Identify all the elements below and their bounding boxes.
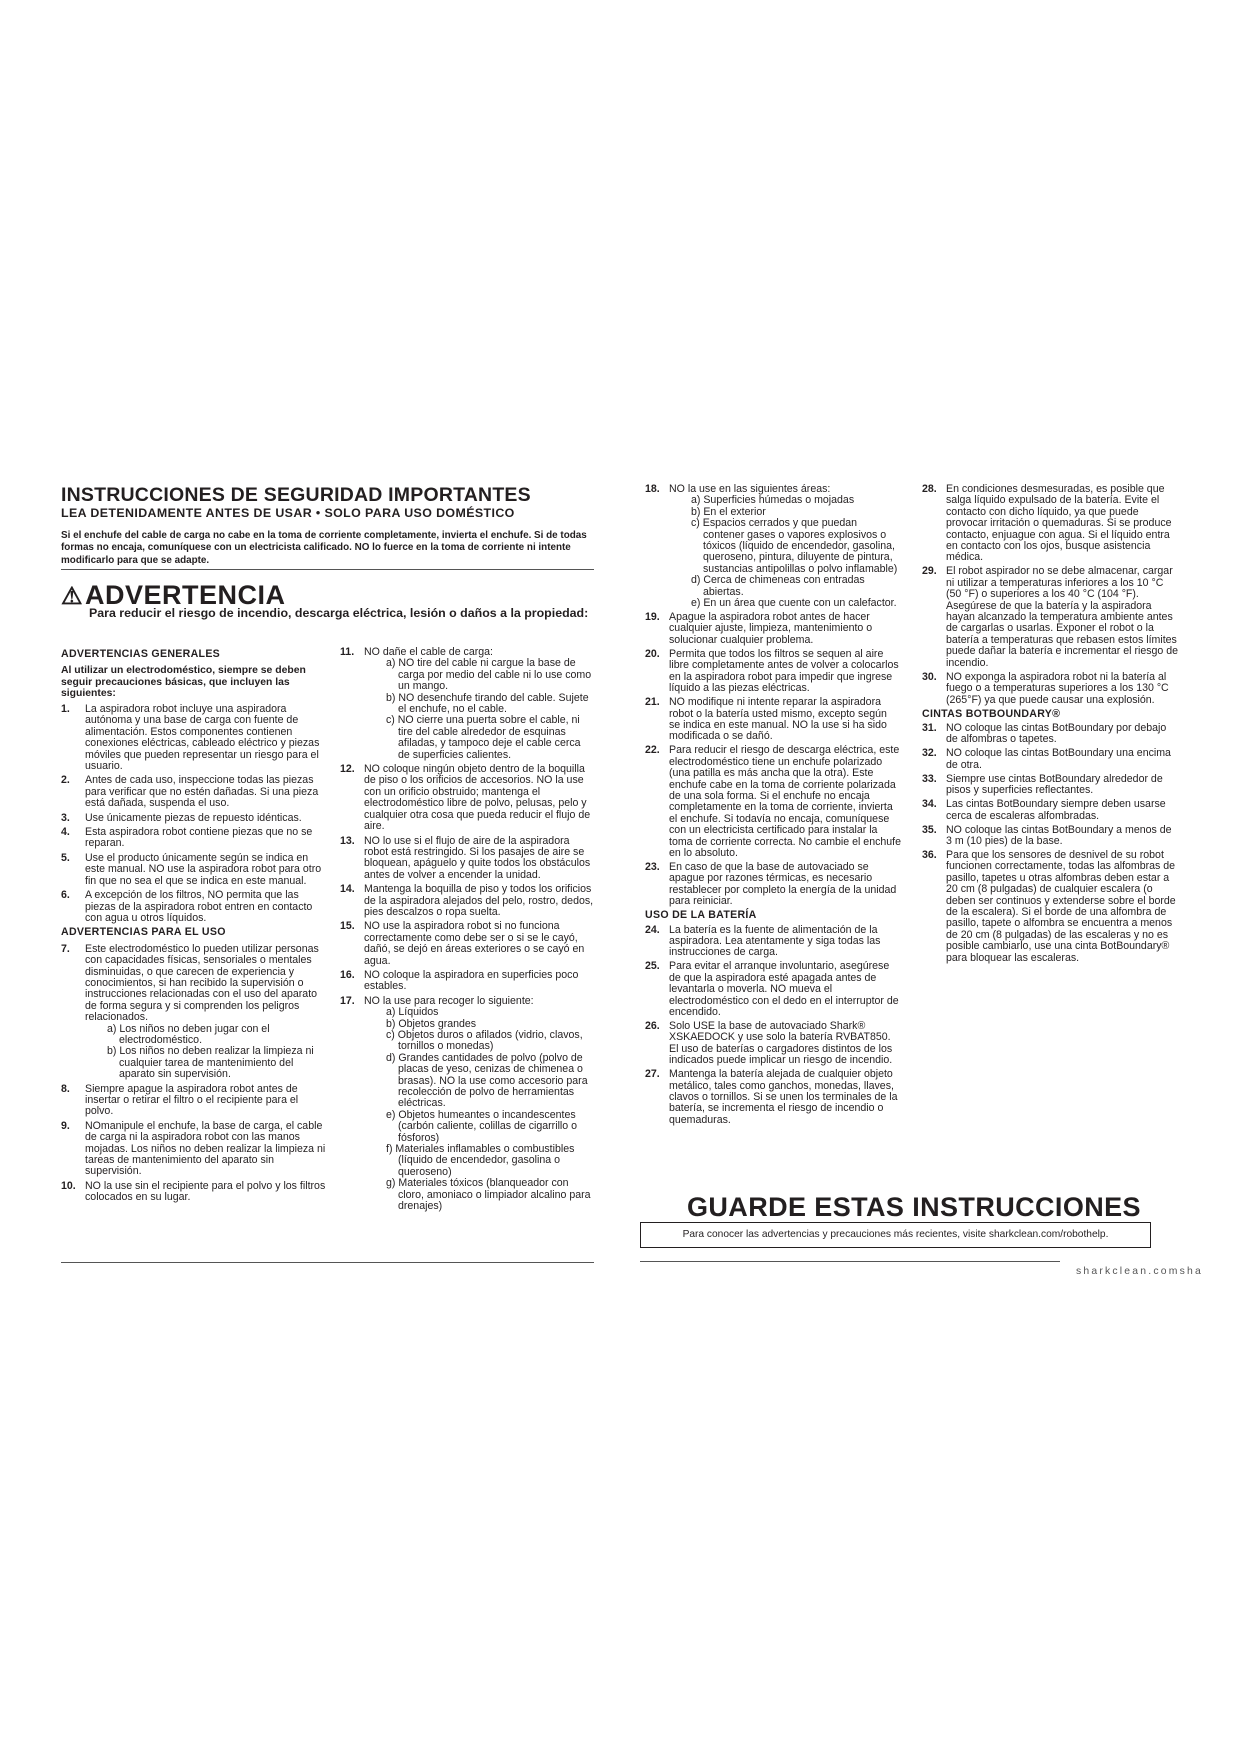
sub-item: b) En el exterior: [691, 505, 766, 518]
list-item: 35. NO coloque las cintas BotBoundary a menos de 3 m (10 pies) de la base.: [922, 823, 1172, 847]
sub-item: f) Materiales inflamables o combustibles (líquido de encendedor, gasolina o queroseno): [386, 1143, 575, 1178]
list-item: 27. Mantenga la batería alejada de cualquier objeto metálico, tales como ganchos, monedas, llaves, clavos o tornillos. Si se unen los terminales de la batería, se incrementa el riesgo de incendio o quemaduras.: [645, 1068, 898, 1126]
list-item: 3. Use únicamente piezas de repuesto idénticas.: [61, 811, 302, 824]
list-item: 36. Para que los sensores de desnivel de su robot funcionen correctamente, todas las alfombras de pasillo, tapetes u otras alfombras deben estar a 20 cm (8 pulgadas) de cualquier escalera (o deben ser continuos y extenderse sobre el borde de la escalera). Si el borde de una alfombra de pasillo, tapete o alfombra se encuentra a menos de 20 cm (8 pulgadas) de las escaleras y no es posible cambiarlo, use una cinta BotBoundary® para bloquear las escaleras.: [922, 848, 1176, 964]
column-4: [922, 484, 1180, 967]
list-item: 7. Este electrodoméstico lo pueden utilizar personas con capacidades físicas, sensoriales o mentales disminuidas, o que carecen de experiencia y conocimientos, si han recibido la supervisión o instrucciones relacionadas con el uso del aparato de forma segura y si comprenden los peligros relacionados. a) Los niños no deben jugar con el electrodoméstico. b) Los niños no deben realizar la limpieza ni cualquier tarea de mantenimiento del aparato sin supervisión.: [61, 942, 319, 1081]
list-item: 25. Para evitar el arranque involuntario, asegúrese de que la aspiradora esté apagada antes de levantarla o moverla. NO mueva el electrodoméstico con el dedo en el interruptor de encendido.: [645, 960, 899, 1019]
list-item: 30. NO exponga la aspiradora robot ni la batería al fuego o a temperaturas superiores a los 130 °C (265°F) ya que puede causar una explosión.: [922, 670, 1169, 706]
save-instructions-title: GUARDE ESTAS INSTRUCCIONES: [687, 1192, 1141, 1222]
header-block: [61, 484, 594, 567]
list-item: 14. Mantenga la boquilla de piso y todos los orificios de la aspiradora alejados del pelo, rostro, dedos, pies descalzos o ropa suelta.: [340, 883, 594, 918]
page-subtitle: LEA DETENIDAMENTE ANTES DE USAR • SOLO PARA USO DOMÉSTICO: [61, 506, 515, 520]
sub-item: e) Objetos humeantes o incandescentes (carbón caliente, colillas de cigarrillo o fósforos): [386, 1108, 578, 1144]
list-item: 9. NOmanipule el enchufe, la base de carga, el cable de carga ni la aspiradora robot con las manos mojadas. Los niños no deben realizar la limpieza ni tareas de mantenimiento del aparato sin supervisión.: [61, 1119, 326, 1178]
section-heading-general: ADVERTENCIAS GENERALES: [61, 648, 221, 660]
sub-item: a) Superficies húmedas o mojadas: [691, 494, 855, 507]
save-instructions-note: Para conocer las advertencias y precauciones más recientes, visite sharkclean.com/robothelp.: [640, 1222, 1151, 1248]
warning-triangle-icon: ⚠: [61, 583, 84, 610]
section-heading-battery: USO DE LA BATERÍA: [645, 909, 757, 922]
list-item: 15. NO use la aspiradora robot si no funciona correctamente como debe ser o si se le cayó, dañó, se dejó en áreas exteriores o se cayó en agua.: [340, 920, 585, 967]
list-item: 17. NO la use para recoger lo siguiente: a) Líquidos b) Objetos grandes c) Objetos duros o afilados (vidrio, clavos, tornillos o monedas) d) Grandes cantidades de polvo (polvo de placas de yeso, cenizas de chimenea o brasas). NO la use como accesorio para recolección de polvo de herramientas eléctricas. e) Objetos humeantes o incandescentes (carbón caliente, colillas de cigarrillo o fósforos) f) Materiales inflamables o combustibles (líquido de encendedor, gasolina o queroseno) g) Materiales tóxicos (blanqueador con cloro, amoniaco o limpiador alcalino para drenajes): [340, 996, 595, 1213]
list-item: 28. En condiciones desmesuradas, es posible que salga líquido expulsado de la batería. Evite el contacto con dicho líquido, ya que puede provocar irritación o quemaduras. Si se produce contacto, enjuague con agua. Si el líquido entra en contacto con los ojos, busque asistencia médica.: [922, 483, 1172, 564]
column-3: [645, 484, 901, 1129]
sub-item: d) Grandes cantidades de polvo (polvo de placas de yeso, cenizas de chimenea o brasas). NO la use como accesorio para recolección de polvo de herramientas eléctricas.: [386, 1051, 588, 1110]
list-item: 16. NO coloque la aspiradora en superficies poco estables.: [340, 968, 579, 993]
divider: [61, 1262, 594, 1263]
list-item: 26. Solo USE la base de autovaciado Shark® XSKAEDOCK y use solo la batería RVBAT850. El uso de baterías o cargadores distintos de los indicados puede implicar un riesgo de incendio.: [645, 1020, 893, 1067]
sub-item: g) Materiales tóxicos (blanqueador con cloro, amoniaco o limpiador alcalino para drenajes): [386, 1177, 591, 1213]
list-item: 29. El robot aspirador no se debe almacenar, cargar ni utilizar a temperaturas inferiores a los 10 °C (50 °F) o superiores a los 40 °C (104 °F). Asegúrese de que la batería y la aspiradora hayan alcanzado la temperatura ambiente antes de cargarlas o usarlas. Exponer el robot o la batería a temperaturas que rebasen estos límites puede dañar la batería e incrementar el riesgo de incendio.: [922, 565, 1179, 669]
column-general: [61, 647, 326, 1207]
list-item: 21. NO modifique ni intente reparar la aspiradora robot o la batería usted mismo, excepto según se indica en este manual. NO la use si ha sido modificada o se dañó.: [645, 696, 887, 743]
section-heading-botboundary: CINTAS BOTBOUNDARY®: [922, 707, 1061, 720]
sub-item: b) Objetos grandes: [386, 1017, 477, 1030]
sub-item: e) En un área que cuente con un calefactor.: [691, 597, 897, 610]
list-item: 33. Siempre use cintas BotBoundary alrededor de pisos y superficies reflectantes.: [922, 772, 1163, 797]
intro-text: Si el enchufe del cable de carga no cabe en la toma de corriente completamente, invierta el enchufe. Si de todas formas no encaja, comuníquese con un electricista calificado. NO lo fuerce en la toma de corriente ni intente modificarlo para que se adapte.: [61, 530, 587, 566]
sub-item: c) Objetos duros o afilados (vidrio, clavos, tornillos o monedas): [386, 1029, 583, 1053]
list-item: 12. NO coloque ningún objeto dentro de la boquilla de piso o los orificios de accesorios. NO la use con un orificio obstruido; mantenga el electrodoméstico libre de polvo, pelusas, pelo y cualquier otra cosa que pueda reducir el flujo de aire.: [340, 763, 591, 833]
sub-item: c) Espacios cerrados y que puedan contener gases o vapores explosivos o tóxicos (líquido de encendedor, gasolina, queroseno, pintura, diluyente de pintura, sustancias antipolillas o polvo inflamable): [691, 517, 898, 575]
list-item: 6. A excepción de los filtros, NO permita que las piezas de la aspiradora robot entren en contacto con agua u otros líquidos.: [61, 889, 313, 924]
list-item: 19. Apague la aspiradora robot antes de hacer cualquier ajuste, limpieza, mantenimiento o solucionar cualquier problema.: [645, 611, 873, 646]
column-2: [340, 647, 595, 1216]
list-item: 32. NO coloque las cintas BotBoundary una encima de otra.: [922, 747, 1171, 771]
divider: [61, 569, 594, 570]
general-lead: Al utilizar un electrodoméstico, siempre se deben seguir precauciones básicas, que incluyen las siguientes:: [61, 665, 306, 699]
warning-subtitle: Para reducir el riesgo de incendio, descarga eléctrica, lesión o daños a la propiedad:: [89, 606, 589, 620]
section-heading-use: ADVERTENCIAS PARA EL USO: [61, 926, 226, 939]
list-item: 18. NO la use en las siguientes áreas: a) Superficies húmedas o mojadas b) En el exterior c) Espacios cerrados y que puedan contener gases o vapores explosivos o tóxicos (líquido de encendedor, gasolina, queroseno, pintura, diluyente de pintura, sustancias antipolillas o polvo inflamable) d) Cerca de chimeneas con entradas abiertas. e) En un área que cuente con un calefactor.: [645, 484, 901, 609]
list-item: 20. Permita que todos los filtros se sequen al aire libre completamente antes de volver a colocarlos en la aspiradora robot para impedir que ingrese líquido a las piezas eléctricas.: [645, 647, 899, 695]
sub-item: d) Cerca de chimeneas con entradas abiertas.: [691, 574, 865, 598]
divider: [640, 1261, 1060, 1262]
list-item: 8. Siempre apague la aspiradora robot antes de insertar o retirar el filtro o el recipiente para el polvo.: [61, 1082, 299, 1118]
list-item: 11. NO dañe el cable de carga: a) NO tire del cable ni cargue la base de carga por medio del cable ni lo use como un mango. b) NO desenchufe tirando del cable. Sujete el enchufe, no el cable. c) NO cierre una puerta sobre el cable, ni tire del cable alrededor de esquinas afiladas, y tampoco deje el cable cerca de superficies calientes.: [340, 646, 592, 761]
list-item: 1. La aspiradora robot incluye una aspiradora autónoma y una base de carga con fuente de alimentación. Estos componentes contienen conexiones eléctricas, cableado eléctrico y piezas móviles que pueden representar un riesgo para el usuario.: [61, 703, 320, 773]
list-item: 13. NO lo use si el flujo de aire de la aspiradora robot está restringido. Si los pasajes de aire se bloquean, apáguelo y quite todos los obstáculos antes de volver a encender la unidad.: [340, 834, 591, 881]
list-item: 23. En caso de que la base de autovaciado se apague por razones térmicas, es necesario restablecer por completo la energía de la unidad para reiniciar.: [645, 860, 897, 908]
list-item: 4. Esta aspiradora robot contiene piezas que no se reparan.: [61, 826, 313, 850]
list-item: 24. La batería es la fuente de alimentación de la aspiradora. Lea atentamente y siga todas las instrucciones de carga.: [645, 923, 881, 959]
list-item: 22. Para reducir el riesgo de descarga eléctrica, este electrodoméstico tiene un enchufe polarizado (una patilla es más ancha que la otra). Este enchufe cabe en la toma de corriente polarizada de una sola forma. Si el enchufe no encaja completamente en la toma de corriente, invierta el enchufe. Si todavía no encaja, comuníquese con un electricista certificado para instalar la toma de corriente correcta. No cambie el enchufe en lo absoluto.: [645, 744, 902, 859]
list-item: 10. NO la use sin el recipiente para el polvo y los filtros colocados en su lugar.: [61, 1179, 326, 1204]
list-item: 34. Las cintas BotBoundary siempre deben usarse cerca de escaleras alfombradas.: [922, 798, 1166, 822]
list-item: 2. Antes de cada uso, inspeccione todas las piezas para verificar que no estén dañadas. Si una pieza está dañada, suspenda el uso.: [61, 774, 319, 810]
list-item: 31. NO coloque las cintas BotBoundary por debajo de alfombras o tapetes.: [922, 721, 1167, 746]
page-title: INSTRUCCIONES DE SEGURIDAD IMPORTANTES: [61, 484, 531, 506]
list-item: 5. Use el producto únicamente según se indica en este manual. NO use la aspiradora robot para otro fin que no sea el que se indica en este manual.: [61, 851, 322, 887]
warning-title: ⚠ADVERTENCIA: [61, 580, 286, 610]
footer-url: sharkclean.comsha: [1076, 1266, 1203, 1277]
sub-item: a) Líquidos: [386, 1006, 439, 1019]
